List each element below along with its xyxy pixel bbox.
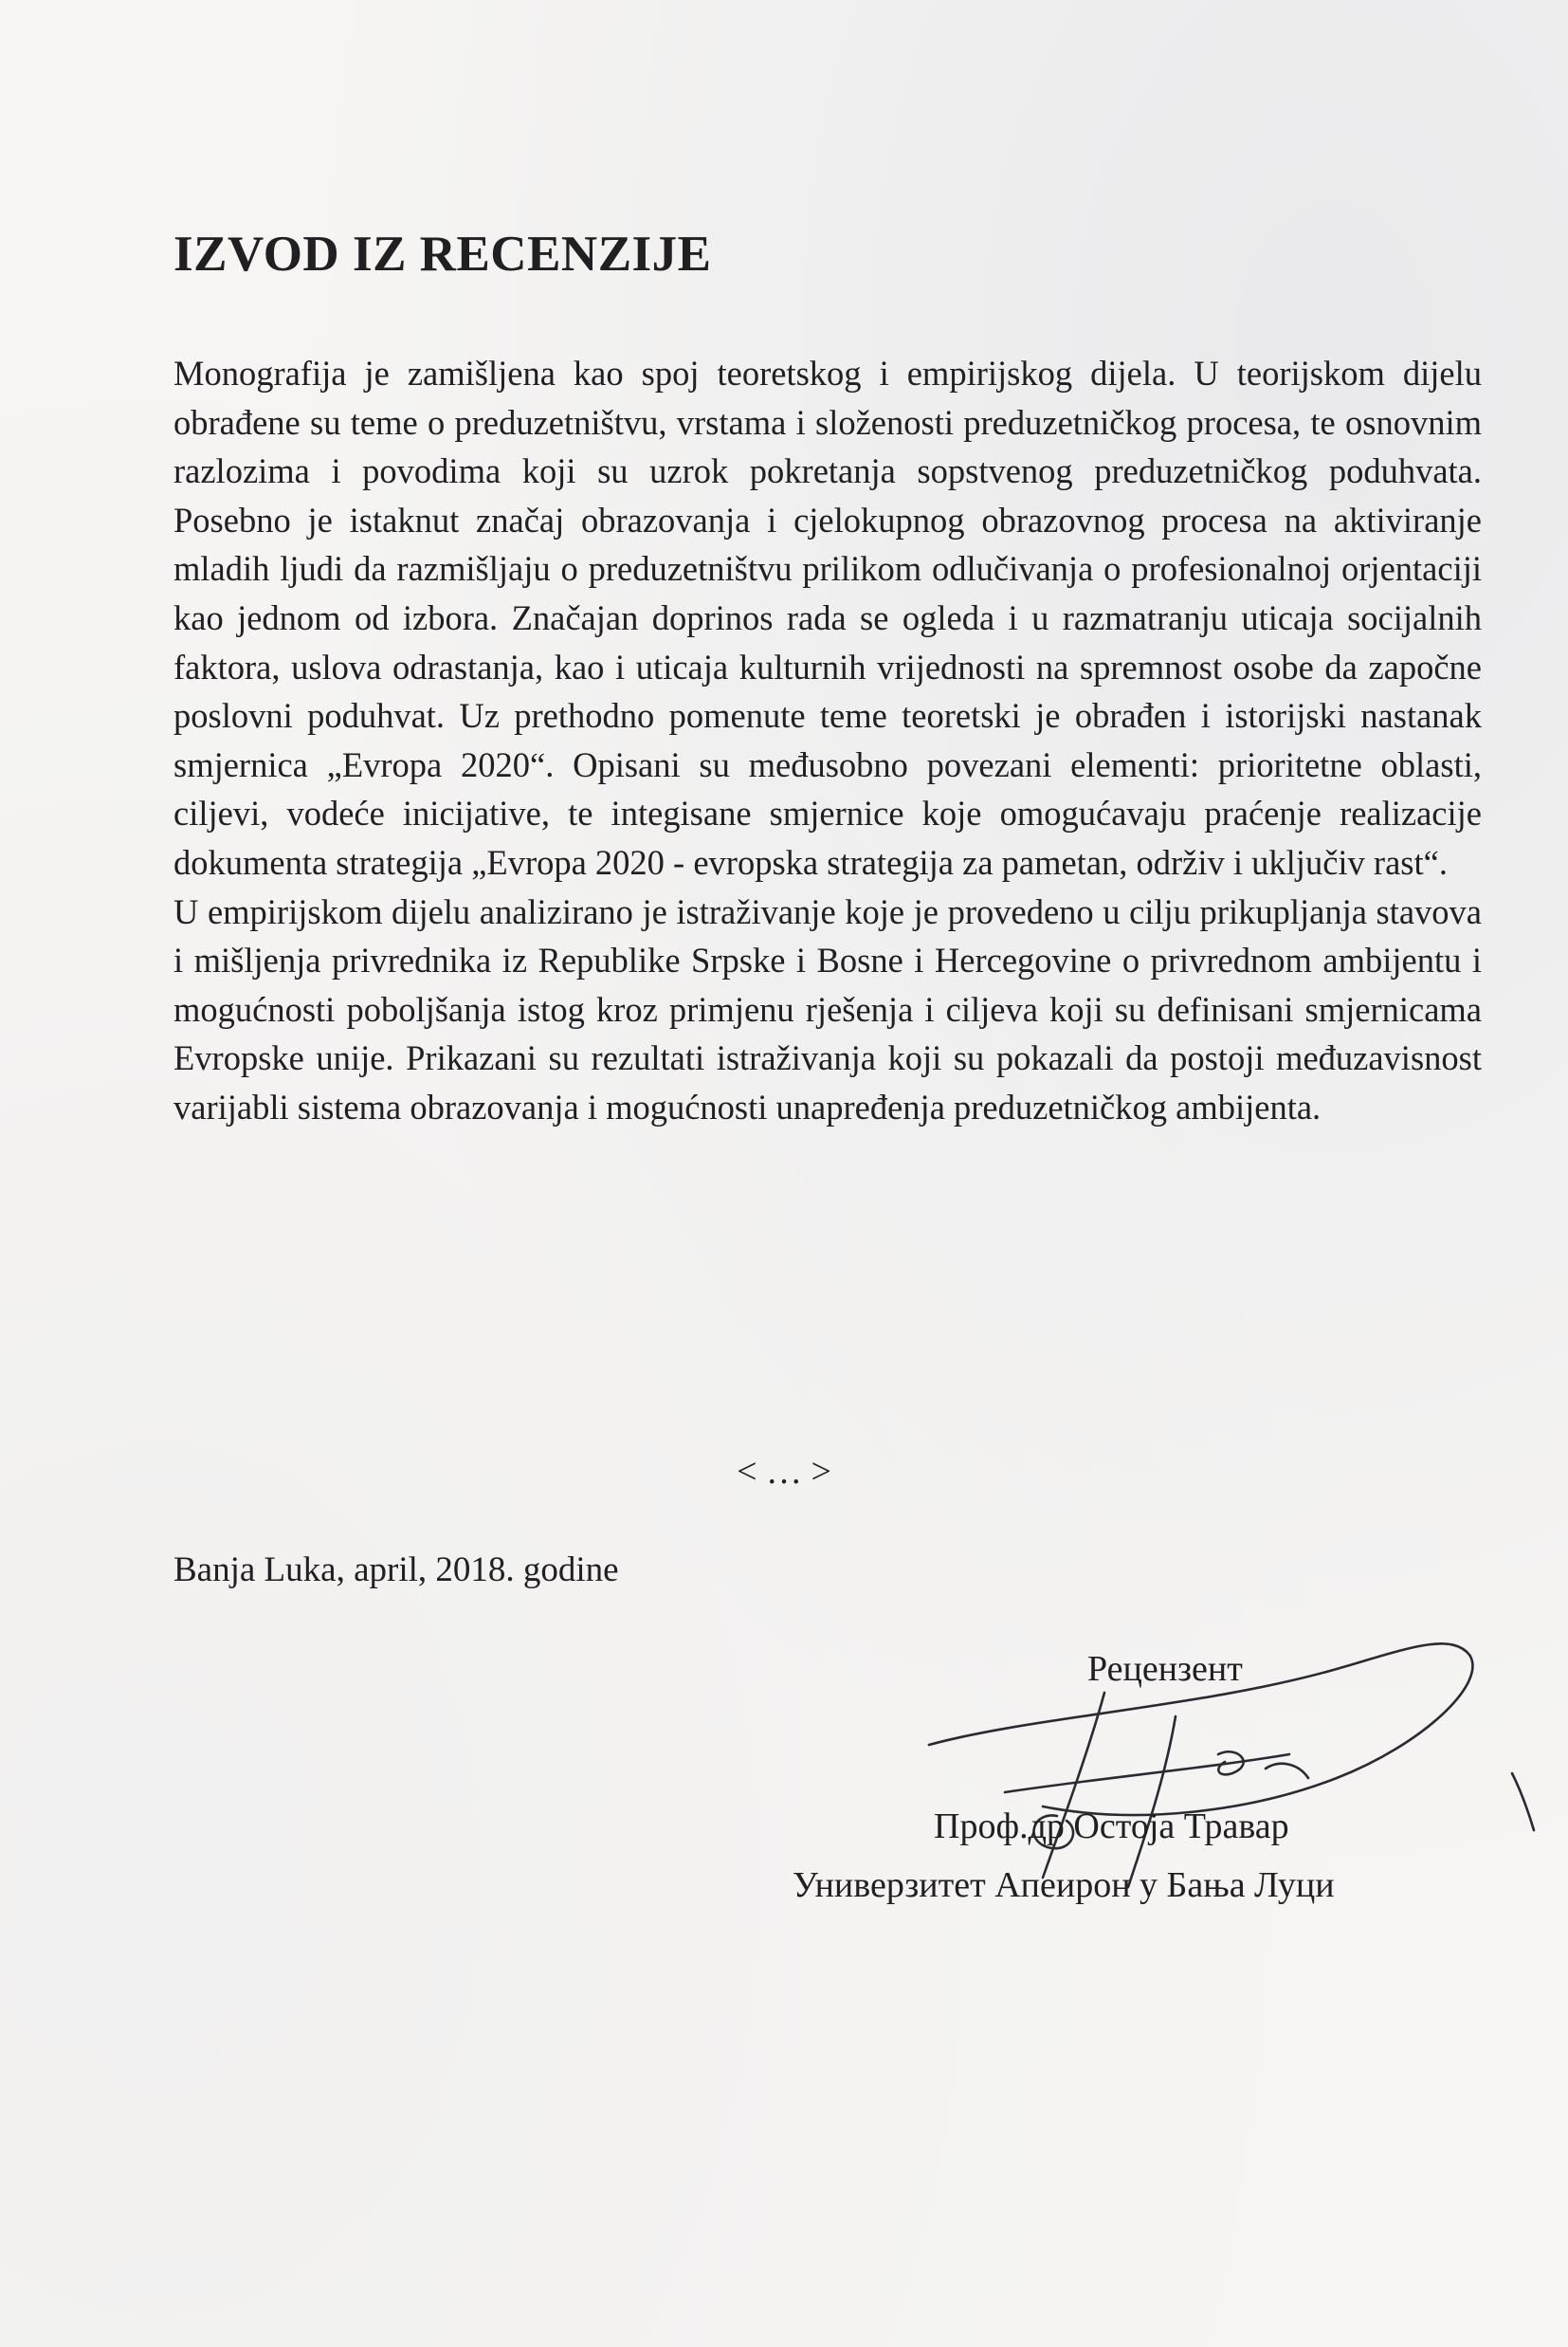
page-title: IZVOD IZ RECENZIJE	[173, 227, 712, 282]
review-excerpt-body	[173, 349, 1482, 1132]
paragraph-theoretical: Monografija je zamišljena kao spoj teoretskog i empirijskog dijela. U teorijskom dijelu obrađene su teme o preduzetništvu, vrstama i složenosti preduzetničkog procesa, te osnovnim razlozima i povodima koji su uzrok pokretanja sopstvenog preduzetničkog poduhvata. Posebno je istaknut značaj obrazovanja i cjelokupnog obrazovnog procesa na aktiviranje mladih ljudi da razmišljaju o preduzetništvu prilikom odlučivanja o profesionalnoj orjentaciji kao jednom od izbora. Značajan doprinos rada se ogleda i u razmatranju uticaja socijalnih faktora, uslova odrastanja, kao i uticaja kulturnih vrijednosti na spremnost osobe da započne poslovni poduhvat. Uz prethodno pomenute teme teoretski je obrađen i istorijski nastanak smjernica „Evropa 2020“. Opisani su međusobno povezani elementi: prioritetne oblasti, ciljevi, vodeće inicijative, te integisane smjernice koje omogućavaju praćenje realizacije dokumenta strategija „Evropa 2020 - evropska strategija za pametan, održiv i uključiv rast“.	[173, 354, 1482, 882]
reviewer-name: Проф.др Остоја Травар	[934, 1806, 1289, 1846]
reviewer-affiliation: Универзитет Апеирон у Бањa Луци	[793, 1865, 1335, 1905]
place-and-date: Banja Luka, april, 2018. godine	[173, 1550, 619, 1589]
handwritten-signature	[891, 1603, 1536, 1906]
reviewer-label: Рецензент	[1087, 1649, 1243, 1689]
paragraph-empirical: U empirijskom dijelu analizirano je istraživanje koje je provedeno u cilju prikupljanja stavova i mišljenja privrednika iz Republike Srpske i Bosne i Hercegovine o privrednom ambijentu i mogućnosti poboljšanja istog kroz primjenu rješenja i ciljeva koji su definisani smjernicama Evropske unije. Prikazani su rezultati istraživanja koji su pokazali da postoji međuzavisnost varijabli sistema obrazovanja i mogućnosti unapređenja preduzetničkog ambijenta.	[173, 891, 1482, 1127]
omission-mark: < … >	[737, 1452, 831, 1492]
